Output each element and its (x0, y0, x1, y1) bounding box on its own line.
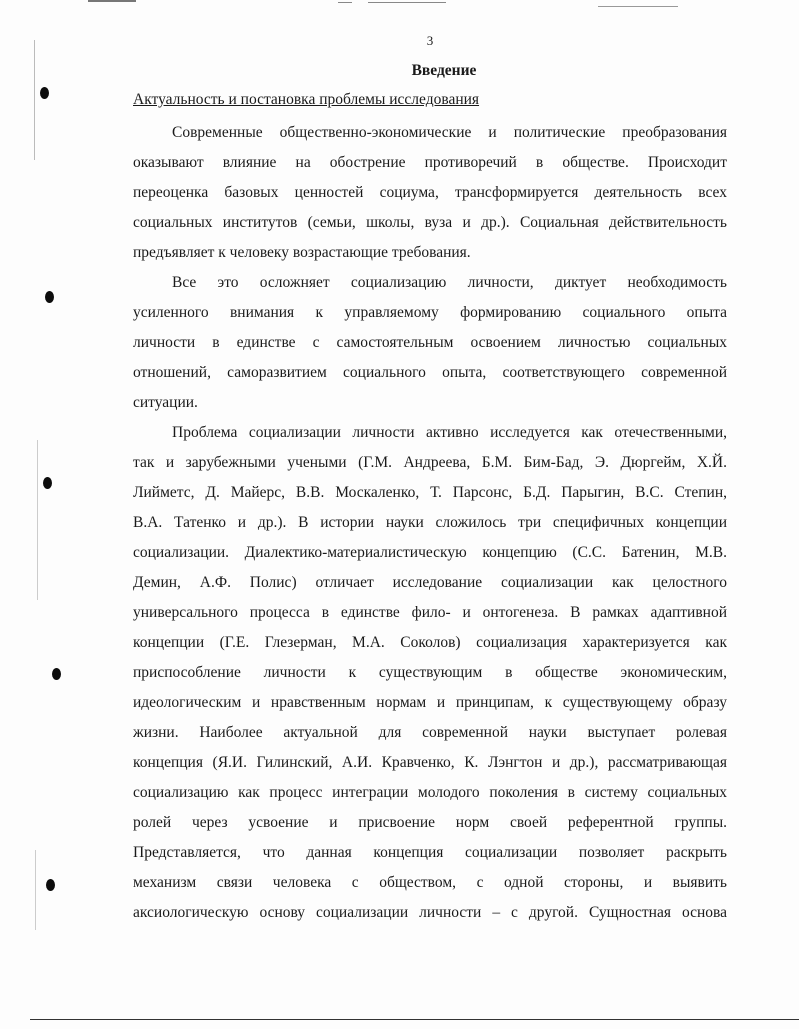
text-line: приспособление личности к существующим в обществе экономическим, (133, 664, 727, 681)
text-line: так и зарубежными учеными (Г.М. Андреева, Б.М. Бим-Бад, Э. Дюргейм, Х.Й. (133, 454, 727, 471)
text-line: личности в единстве с самостоятельным освоением личностью социальных (133, 334, 727, 351)
section-subheading: Актуальность и постановка проблемы исследования (133, 91, 480, 108)
binder-hole-5 (46, 879, 55, 891)
scan-artifact-left-edge-1 (34, 40, 35, 160)
text-line: ситуации. (133, 394, 198, 411)
text-line: оказывают влияние на обострение противоречий в обществе. Происходит (133, 154, 727, 171)
section-heading: Введение (411, 62, 477, 79)
binder-hole-1 (40, 87, 49, 99)
scan-artifact-top-right (598, 6, 678, 7)
text-line: отношений, саморазвитием социального опыта, соответствующего современной (133, 364, 727, 381)
scan-artifact-bottom-line (30, 1019, 799, 1020)
scan-artifact-top-center-1 (338, 2, 352, 3)
scan-artifact-left-edge-3 (35, 850, 36, 930)
body-text (133, 118, 727, 928)
text-line: Современные общественно-экономические и политические преобразования (172, 124, 727, 141)
text-line: универсального процесса в единстве фило- и онтогенеза. В рамках адаптивной (133, 604, 727, 621)
binder-hole-3 (43, 477, 52, 489)
scan-artifact-top-left (88, 0, 136, 2)
text-line: механизм связи человека с обществом, с одной стороны, и выявить (133, 874, 727, 891)
page-number: 3 (426, 33, 434, 48)
binder-hole-2 (45, 291, 54, 303)
paragraph (133, 268, 727, 418)
text-line: жизни. Наиболее актуальной для современной науки выступает ролевая (133, 724, 727, 741)
text-line: Демин, А.Ф. Полис) отличает исследование социализации как целостного (133, 574, 727, 591)
text-line: социализацию как процесс интеграции молодого поколения в систему социальных (133, 784, 727, 801)
text-line: Лийметс, Д. Майерс, В.В. Москаленко, Т. Парсонс, Б.Д. Парыгин, В.С. Степин, (133, 484, 727, 501)
paragraph (133, 418, 727, 928)
text-line: усиленного внимания к управляемому формированию социального опыта (133, 304, 727, 321)
text-line: концепция (Я.И. Гилинский, А.И. Кравченко, К. Лэнгтон и др.), рассматривающая (133, 754, 727, 771)
text-line: предъявляет к человеку возрастающие требования. (133, 244, 471, 261)
scan-artifact-top-center-2 (368, 2, 446, 3)
binder-hole-4 (52, 668, 61, 680)
text-line: аксиологическую основу социализации личности – с другой. Сущностная основа (133, 904, 727, 921)
text-line: Представляется, что данная концепция социализации позволяет раскрыть (133, 844, 727, 861)
text-line: Проблема социализации личности активно исследуется как отечественными, (172, 424, 727, 441)
text-line: В.А. Татенко и др.). В истории науки сложилось три специфичных концепции (133, 514, 727, 531)
text-line: идеологическим и нравственным нормам и принципам, к существующему образу (133, 694, 727, 711)
scan-artifact-left-edge-2 (37, 440, 38, 600)
text-line: социализации. Диалектико-материалистическую концепцию (С.С. Батенин, М.В. (133, 544, 727, 561)
text-line: концепции (Г.Е. Глезерман, М.А. Соколов) социализация характеризуется как (133, 634, 727, 651)
text-line: переоценка базовых ценностей социума, трансформируется деятельность всех (133, 184, 727, 201)
paragraph (133, 118, 727, 268)
text-line: социальных институтов (семьи, школы, вуза и др.). Социальная действительность (133, 214, 727, 231)
text-line: Все это осложняет социализацию личности, диктует необходимость (172, 274, 727, 291)
text-line: ролей через усвоение и присвоение норм своей референтной группы. (133, 814, 727, 831)
